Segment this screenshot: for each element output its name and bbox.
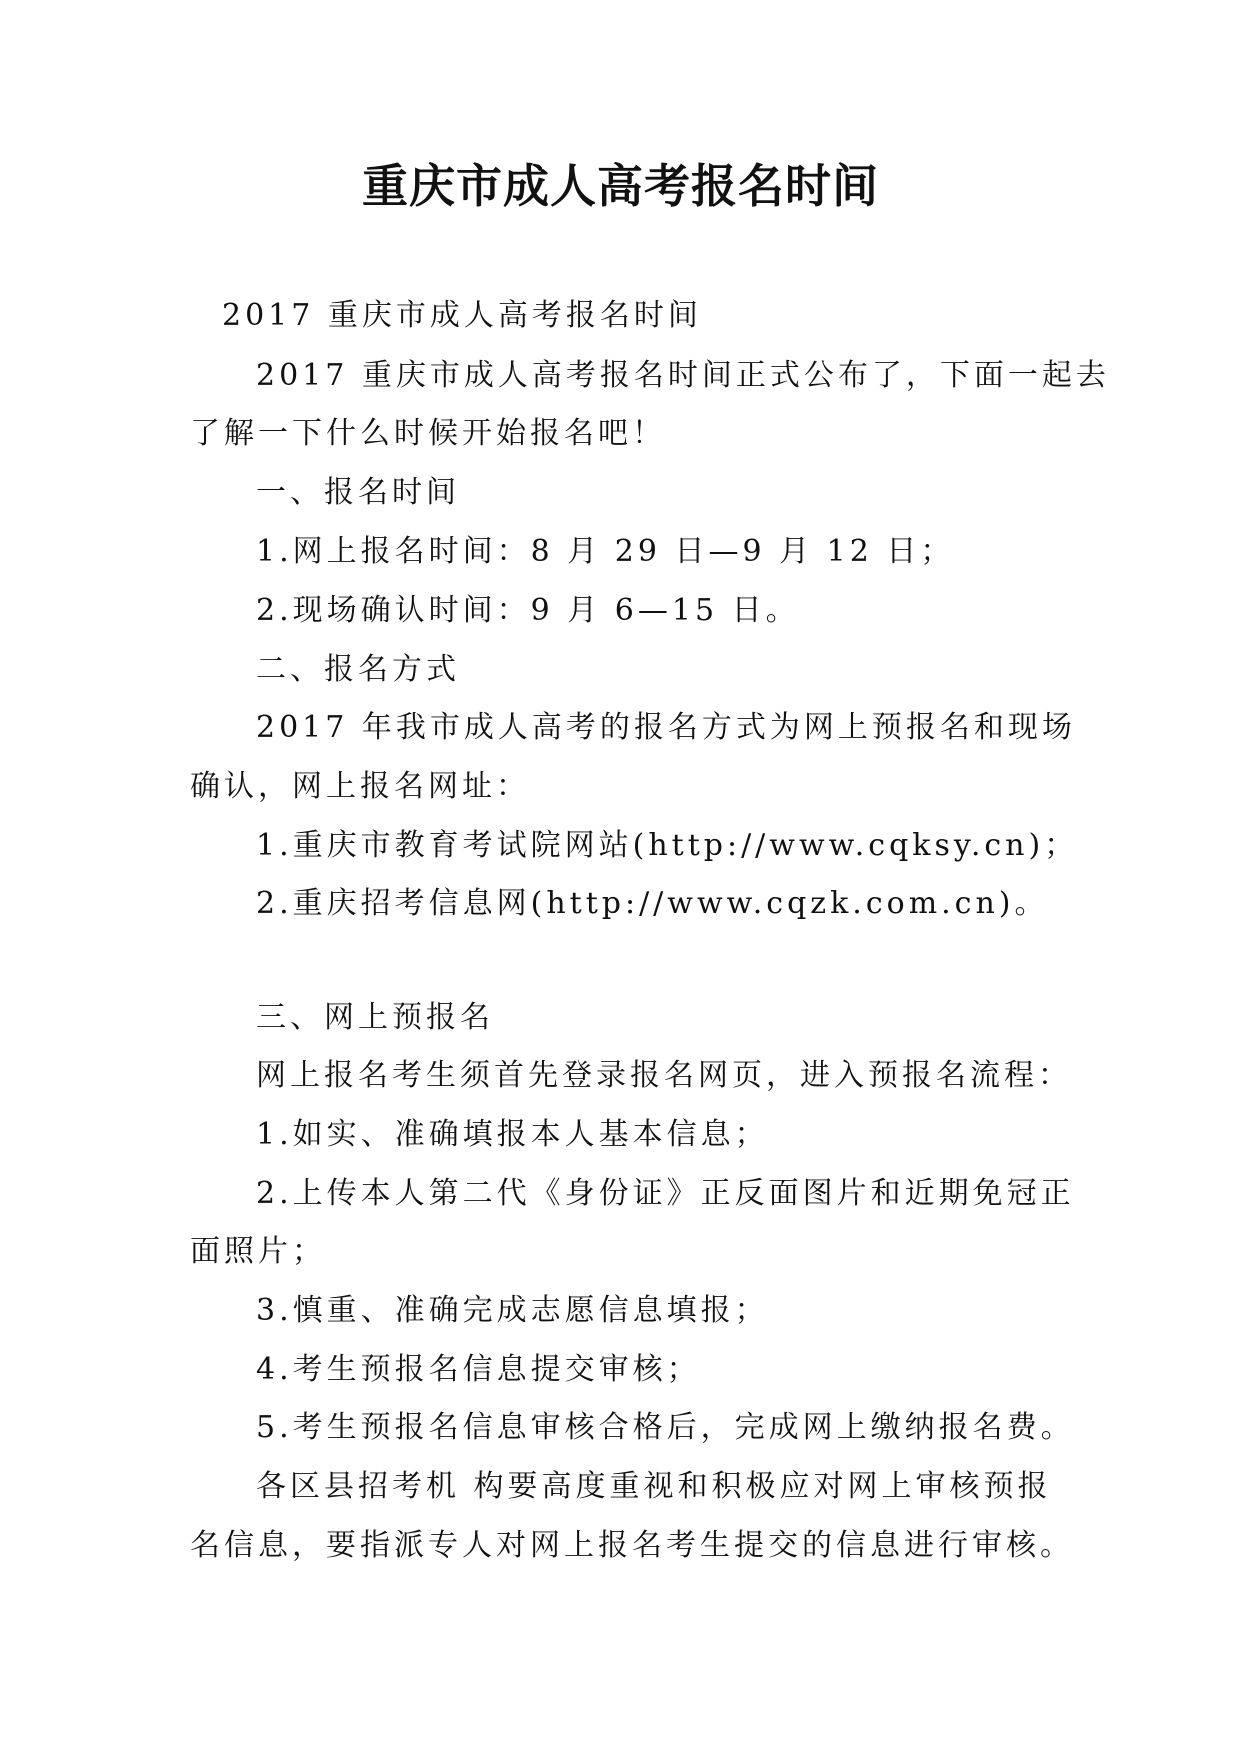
paragraph-line: 2017 年我市成人高考的报名方式为网上预报名和现场 [256,710,1076,745]
list-item: 1.网上报名时间：8 月 29 日—9 月 12 日； [256,534,955,569]
paragraph-line: 确认，网上报名网址： [190,769,530,804]
list-item-continuation: 面照片； [190,1234,326,1269]
paragraph-line: 名信息，要指派专人对网上报名考生提交的信息进行审核。 [190,1528,1074,1563]
list-item: 1.重庆市教育考试院网站(http://www.cqksy.cn)； [256,828,1079,863]
list-item: 1.如实、准确填报本人基本信息； [256,1117,769,1152]
section-heading: 三、网上预报名 [256,1000,494,1035]
list-item: 4.考生预报名信息提交审核； [256,1352,701,1387]
paragraph-line: 了解一下什么时候开始报名吧！ [190,416,666,451]
paragraph-line: 各区县招考机 构要高度重视和积极应对网上审核预报 [256,1469,1052,1504]
document-title: 重庆市成人高考报名时间 [362,159,879,213]
list-item: 5.考生预报名信息审核合格后，完成网上缴纳报名费。 [256,1410,1075,1445]
subtitle-line: 2017 重庆市成人高考报名时间 [222,298,702,333]
list-item: 2.现场确认时间：9 月 6—15 日。 [256,593,800,628]
list-item: 2.上传本人第二代《身份证》正反面图片和近期免冠正 [256,1176,1075,1211]
paragraph-line: 网上报名考生须首先登录报名网页，进入预报名流程： [256,1058,1072,1093]
list-item: 3.慎重、准确完成志愿信息填报； [256,1293,769,1328]
paragraph-line: 2017 重庆市成人高考报名时间正式公布了，下面一起去 [256,358,1110,393]
section-heading: 一、报名时间 [256,475,460,510]
list-item: 2.重庆招考信息网(http://www.cqzk.com.cn)。 [256,886,1049,921]
section-heading: 二、报名方式 [256,652,460,687]
